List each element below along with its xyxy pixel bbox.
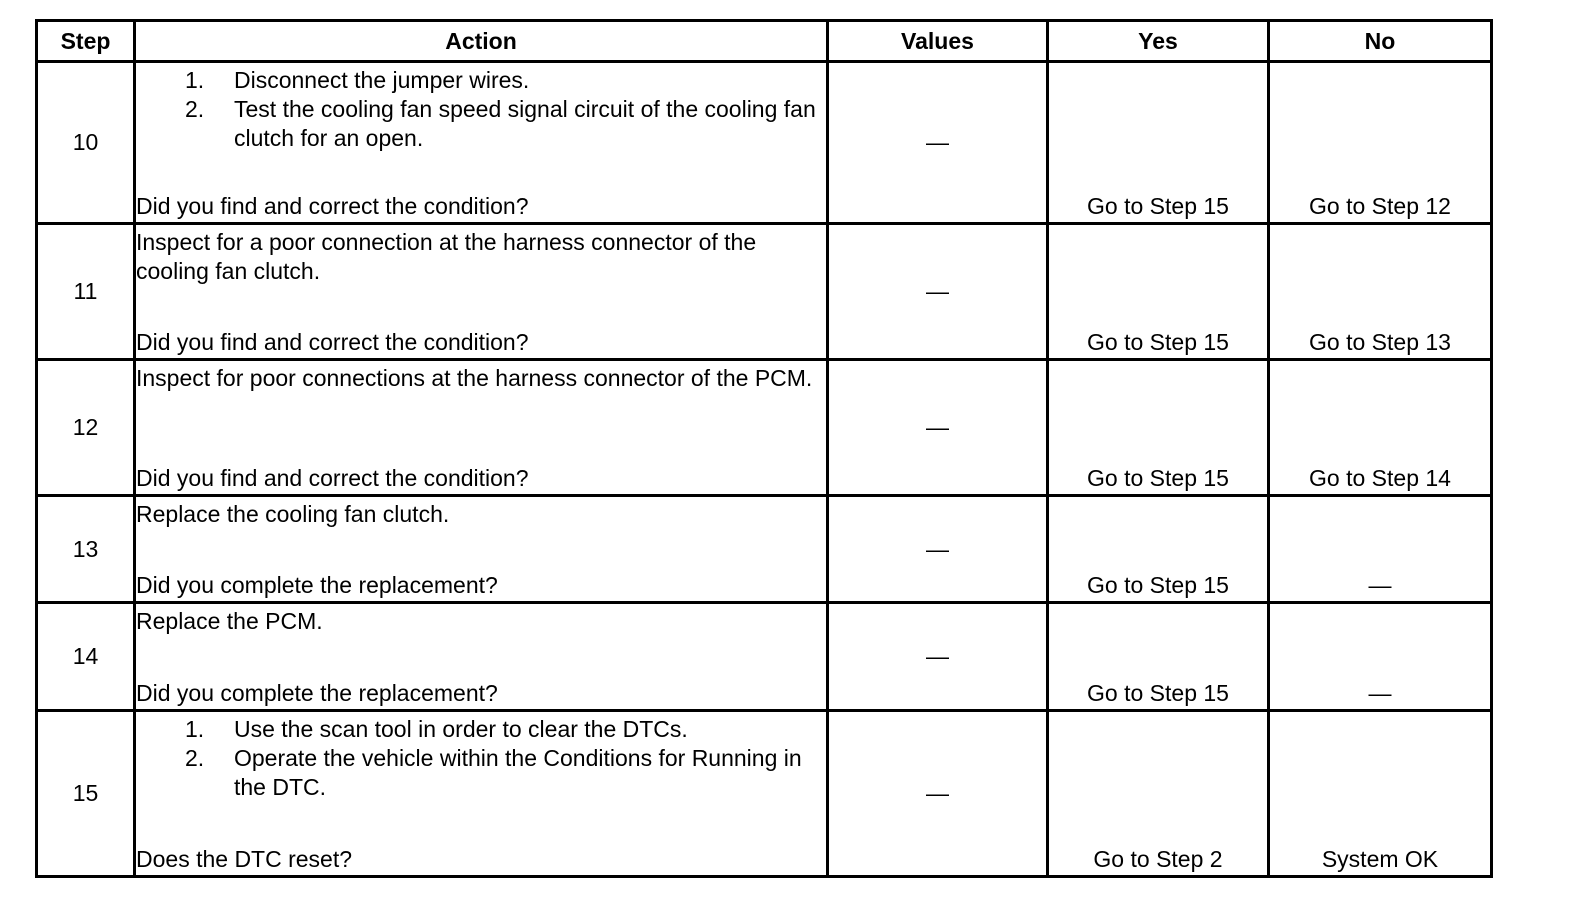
no-cell [1269, 711, 1492, 877]
action-question: Did you complete the replacement? [136, 572, 498, 598]
step-number: 11 [37, 224, 135, 360]
action-cell [135, 496, 828, 603]
yes-result: Go to Step 15 [1087, 572, 1229, 598]
yes-cell [1048, 496, 1269, 603]
values-cell: — [828, 603, 1048, 711]
action-question: Did you find and correct the condition? [136, 329, 529, 355]
action-cell [135, 360, 828, 496]
yes-cell [1048, 62, 1269, 224]
no-result: Go to Step 14 [1309, 465, 1451, 491]
no-cell [1269, 62, 1492, 224]
yes-result: Go to Step 15 [1087, 680, 1229, 706]
step-number: 14 [37, 603, 135, 711]
action-cell [135, 224, 828, 360]
action-cell [135, 62, 828, 224]
header-no: No [1269, 21, 1492, 62]
action-cell [135, 603, 828, 711]
action-instruction: Replace the cooling fan clutch. [136, 501, 450, 527]
yes-result: Go to Step 15 [1087, 193, 1229, 219]
action-cell [135, 711, 828, 877]
yes-cell [1048, 603, 1269, 711]
action-instruction: Replace the PCM. [136, 608, 323, 634]
action-instruction: Inspect for a poor connection at the harness connector of the cooling fan clutch. [136, 229, 757, 284]
no-cell [1269, 224, 1492, 360]
yes-result: Go to Step 2 [1093, 846, 1223, 872]
no-result: — [1368, 680, 1392, 706]
action-step-item [136, 715, 826, 744]
no-result: System OK [1321, 846, 1439, 872]
step-number: 12 [37, 360, 135, 496]
header-step: Step [37, 21, 135, 62]
action-steps-list [136, 66, 826, 153]
action-step-number: 1. [185, 716, 205, 742]
action-step-item [136, 744, 826, 802]
values-cell: — [828, 62, 1048, 224]
no-cell [1269, 360, 1492, 496]
yes-cell [1048, 711, 1269, 877]
action-step-text: Disconnect the jumper wires. [234, 67, 530, 93]
table-row [37, 62, 1492, 224]
header-values: Values [828, 21, 1048, 62]
table-row [37, 711, 1492, 877]
step-number: 13 [37, 496, 135, 603]
action-step-item [136, 95, 826, 153]
header-action: Action [135, 21, 828, 62]
yes-result: Go to Step 15 [1087, 329, 1229, 355]
header-yes: Yes [1048, 21, 1269, 62]
no-result: Go to Step 12 [1309, 193, 1451, 219]
yes-result: Go to Step 15 [1087, 465, 1229, 491]
no-result: Go to Step 13 [1309, 329, 1451, 355]
step-number: 10 [37, 62, 135, 224]
action-step-item [136, 66, 826, 95]
values-cell: — [828, 360, 1048, 496]
values-cell: — [828, 711, 1048, 877]
step-number: 15 [37, 711, 135, 877]
no-cell [1269, 496, 1492, 603]
action-question: Does the DTC reset? [136, 846, 353, 872]
action-step-number: 1. [185, 67, 205, 93]
table-row [37, 496, 1492, 603]
action-step-text: Use the scan tool in order to clear the DTCs. [234, 716, 688, 742]
action-steps-list [136, 715, 826, 802]
no-cell [1269, 603, 1492, 711]
table-body [37, 62, 1492, 877]
action-question: Did you complete the replacement? [136, 680, 498, 706]
no-result: — [1368, 572, 1392, 598]
header-row [37, 21, 1492, 62]
action-question: Did you find and correct the condition? [136, 465, 529, 491]
action-step-number: 2. [185, 96, 205, 122]
yes-cell [1048, 224, 1269, 360]
diagnostic-table [35, 19, 1493, 878]
values-cell: — [828, 224, 1048, 360]
table-row [37, 603, 1492, 711]
table-row [37, 360, 1492, 496]
action-step-text: Test the cooling fan speed signal circuit of the cooling fan clutch for an open. [234, 96, 816, 151]
action-step-text: Operate the vehicle within the Conditions for Running in the DTC. [234, 745, 802, 800]
table-row [37, 224, 1492, 360]
action-step-number: 2. [185, 745, 205, 771]
yes-cell [1048, 360, 1269, 496]
action-instruction: Inspect for poor connections at the harness connector of the PCM. [136, 365, 813, 391]
action-question: Did you find and correct the condition? [136, 193, 529, 219]
values-cell: — [828, 496, 1048, 603]
